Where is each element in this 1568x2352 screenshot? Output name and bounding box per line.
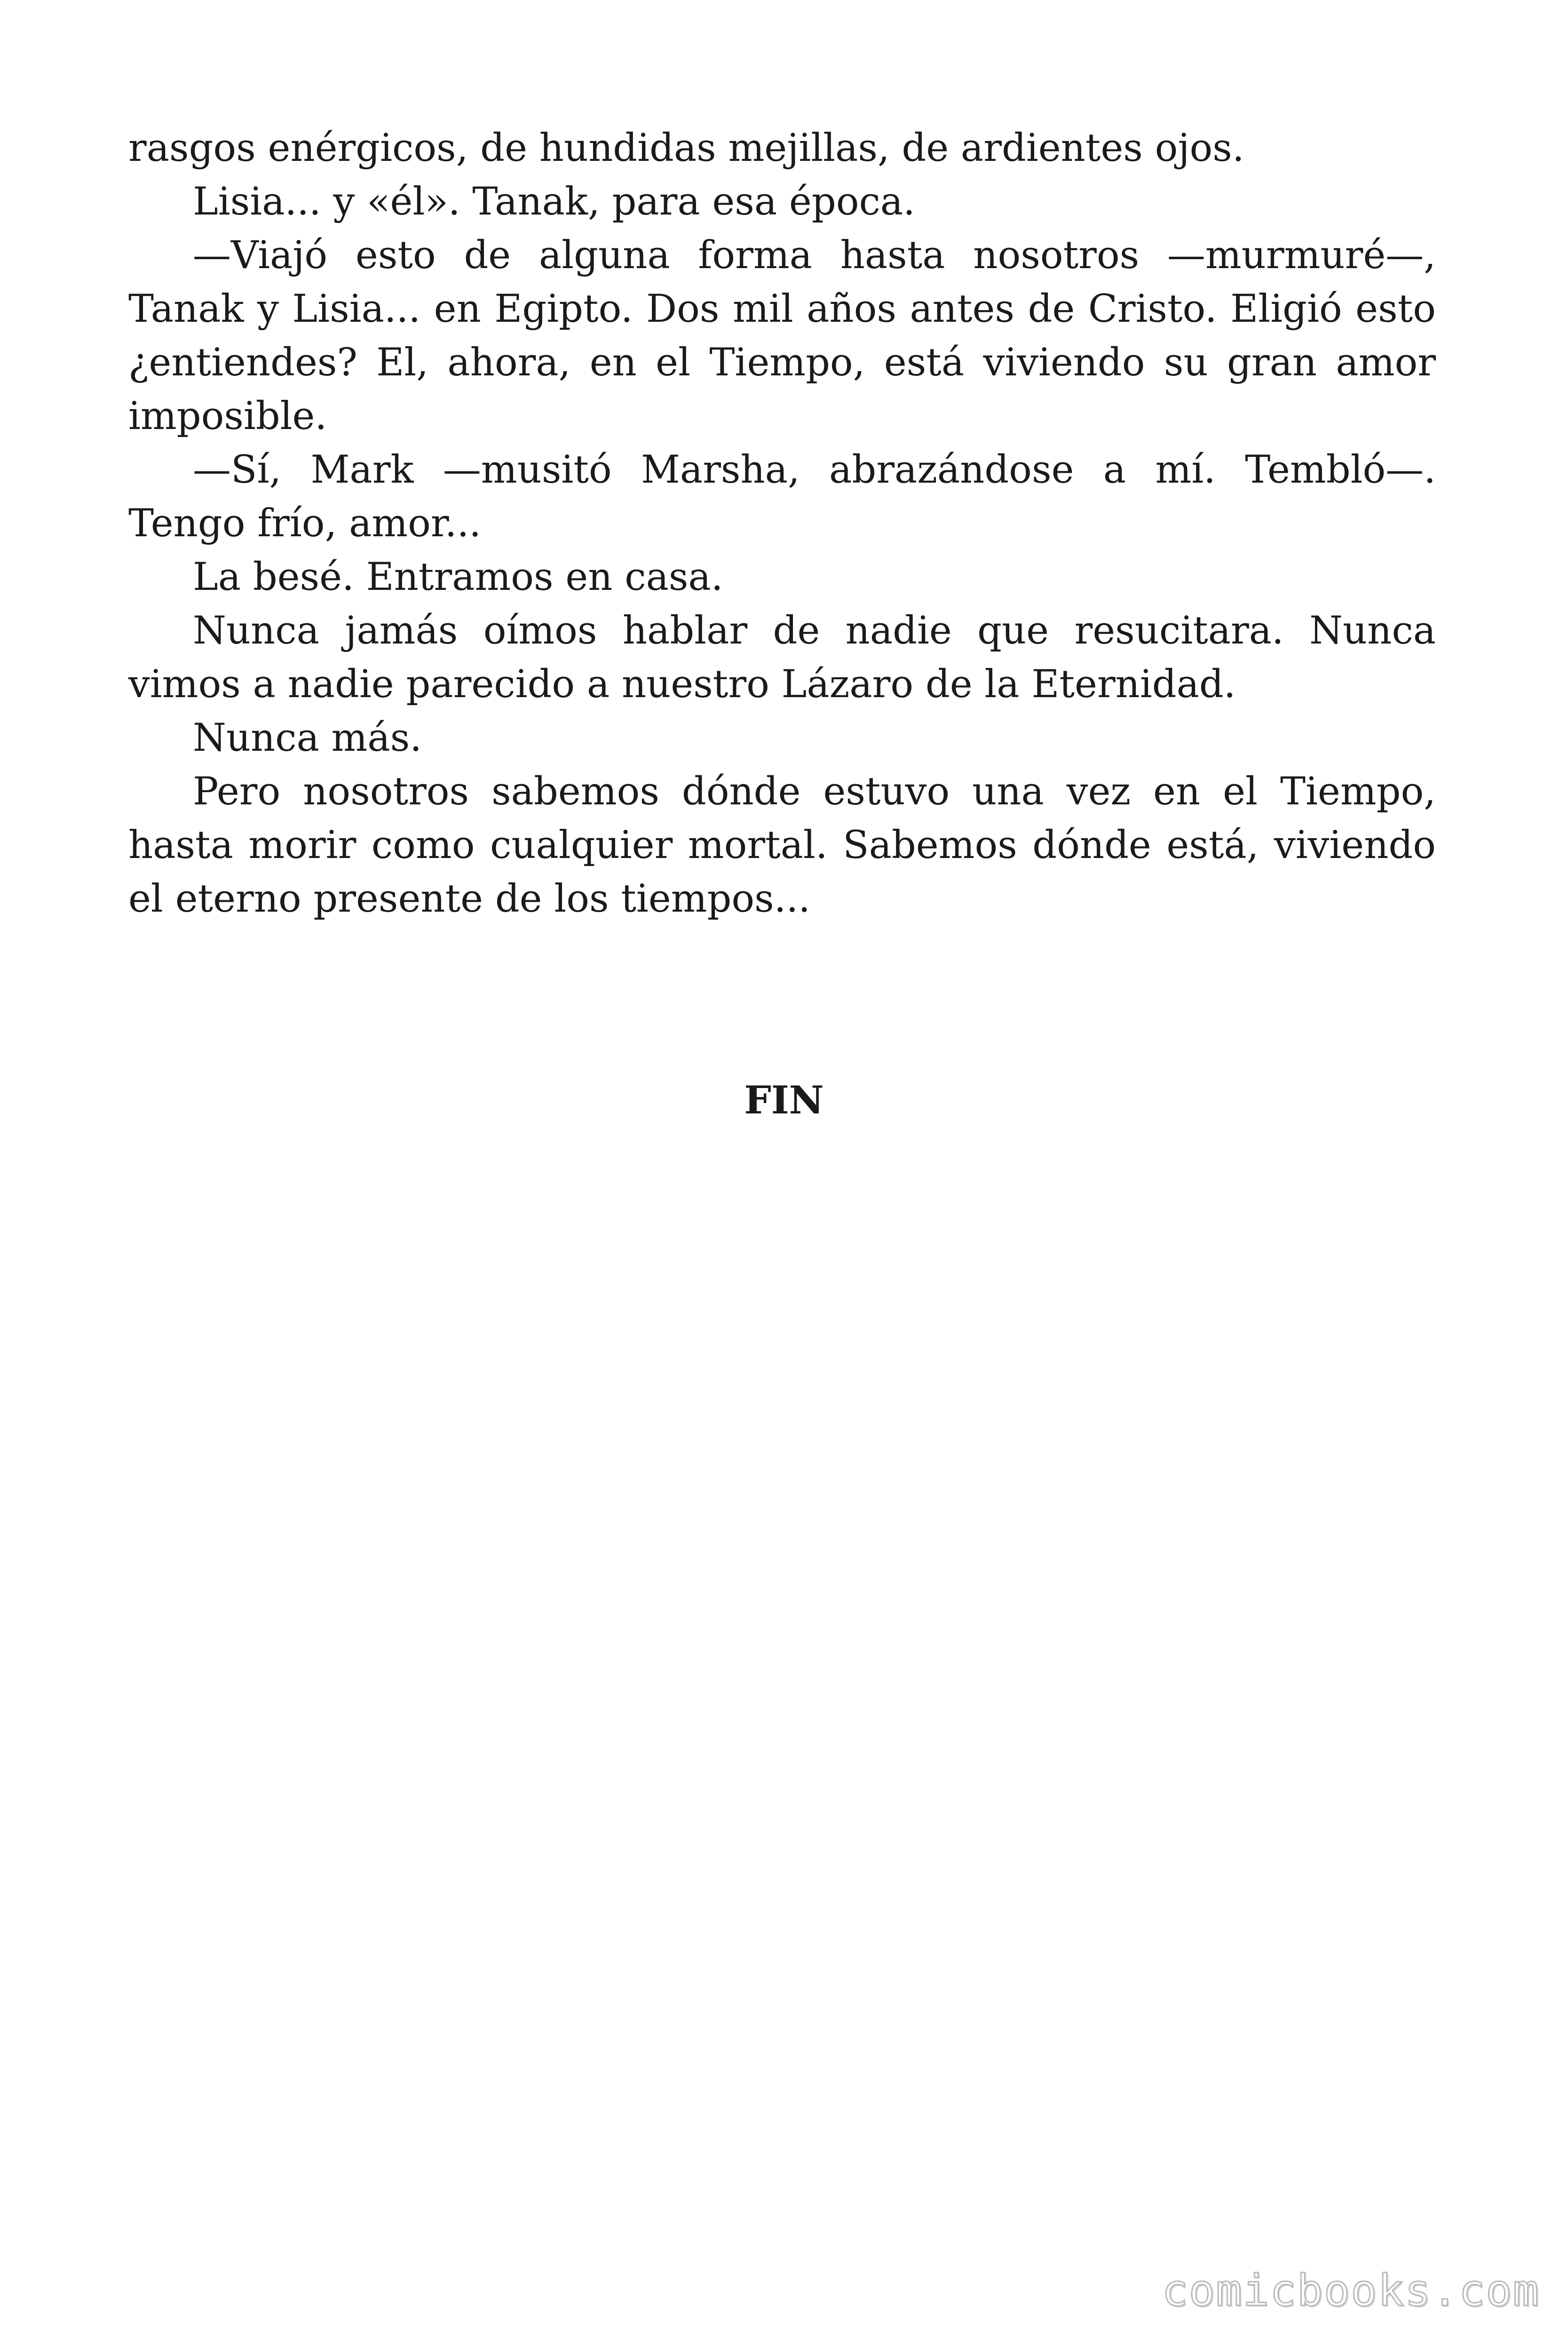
end-mark: FIN (744, 1078, 824, 1123)
paragraph: —Sí, Mark —musitó Marsha, abrazándose a mí. Tembló—. Tengo frío, amor... (128, 448, 1436, 546)
paragraph: La besé. Entramos en casa. (193, 555, 723, 599)
paragraph: Nunca jamás oímos hablar de nadie que resucitara. Nunca vimos a nadie parecido a nuestro Lázaro de la Eternidad. (128, 609, 1436, 707)
paragraph: —Viajó esto de alguna forma hasta nosotros —murmuré—, Tanak y Lisia... en Egipto. Dos mil años antes de Cristo. Eligió esto ¿entiendes? El, ahora, en el Tiempo, está viviendo su gran amor imposible. (128, 233, 1436, 438)
paragraph-continuation: rasgos enérgicos, de hundidas mejillas, de ardientes ojos. (128, 126, 1244, 170)
paragraph: Lisia... y «él». Tanak, para esa época. (193, 180, 915, 224)
paragraph: Pero nosotros sabemos dónde estuvo una vez en el Tiempo, hasta morir como cualquier mortal. Sabemos dónde está, viviendo el eterno presente de los tiempos... (128, 770, 1436, 921)
paragraph: Nunca más. (193, 716, 422, 760)
body-text (128, 121, 1436, 926)
watermark: comicbooks.com (1162, 2265, 1540, 2316)
